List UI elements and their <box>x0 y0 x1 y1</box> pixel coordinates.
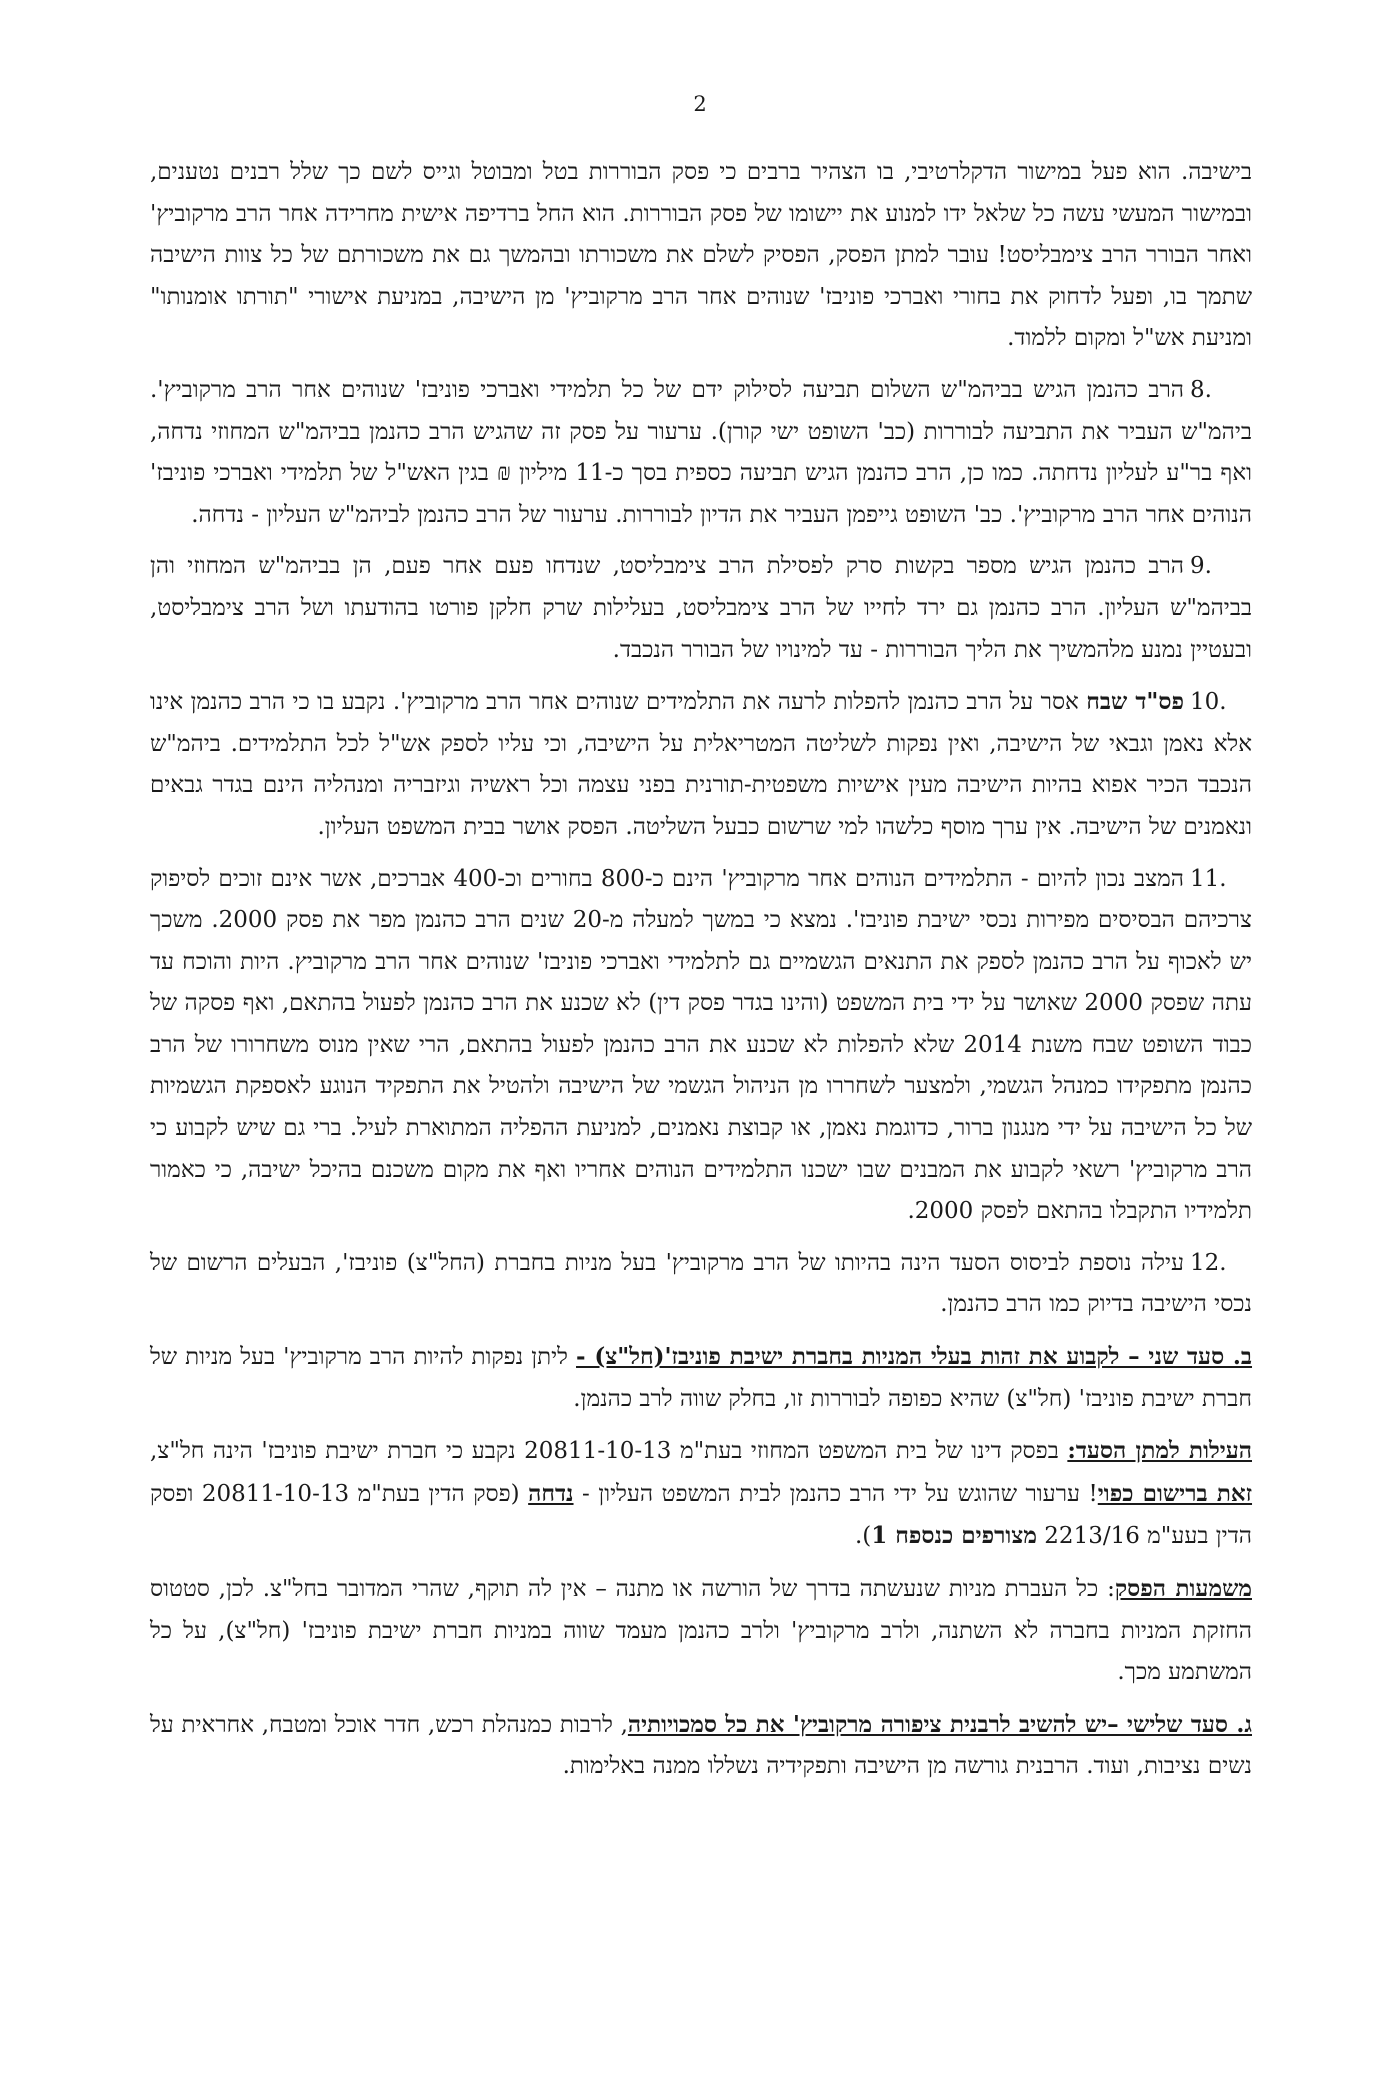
grounds-paragraph <box>150 1430 1252 1558</box>
item-8 <box>150 370 1252 536</box>
item-10 <box>150 681 1252 848</box>
grounds-emphasis-3: מצורפים כנספח 1 <box>871 1522 1037 1550</box>
grounds-text-4: ). <box>854 1523 872 1550</box>
relief-b <box>150 1336 1252 1420</box>
item-text: הרב כהנמן הגיש מספר בקשות סרק לפסילת הרב צימבליסט, שנדחו פעם אחר פעם, הן בביהמ"ש המחוזי והן בביהמ"ש העליון. הרב כהנמן גם ירד לחייו של הרב צימבליסט, בעלילות שרק חלקן פורטו בהודעתו ושל הרב צימבליסט, ובעטיין נמנע מלהמשיך את הליך הבוררות - עד למינויו של הבורר הנכבד. <box>150 553 1252 663</box>
grounds-text-3: (פסק הדין בעת"מ 20811-10-13 ופסק הדין בעע"מ 2213/16 <box>150 1480 1252 1550</box>
item-9 <box>150 546 1252 671</box>
grounds-label: העילות למתן הסעד: <box>1067 1437 1252 1465</box>
grounds-text-2: ! ערעור שהוגש על ידי הרב כהנמן לבית המשפט העליון - <box>573 1480 1098 1507</box>
relief-b-text: ליתן נפקות להיות הרב מרקוביץ' בעל מניות של חברת ישיבת פוניבז' (חל"צ) שהיא כפופה לבוררות זו, בחלק שווה לרב כהנמן. <box>150 1344 1252 1412</box>
item-lead: פס"ד שבח <box>1086 688 1184 716</box>
item-number: 10. <box>1189 689 1227 716</box>
grounds-text-1: בפסק דינו של בית המשפט המחוזי בעת"מ 20811-10-13 נקבע כי חברת ישיבת פוניבז' הינה חל"צ, <box>150 1438 1068 1465</box>
item-text: המצב נכון להיום - התלמידים הנוהים אחר מרקוביץ' הינם כ-800 בחורים וכ-400 אברכים, אשר אינם זוכים לסיפוק צרכיהם הבסיסים מפירות נכסי ישיבת פוניבז'. נמצא כי במשך למעלה מ-20 שנים הרב כהנמן מפר את פסק 2000. משכך יש לאכוף על הרב כהנמן לספק את התנאים הגשמיים גם לתלמידי ואברכי פוניבז' שנוהים אחר הרב מרקוביץ. היות והוכח עד עתה שפסק 2000 שאושר על ידי בית המשפט (והינו בגדר פסק דין) לא שכנע את הרב כהנמן לפעול בהתאם, ואף פסקה של כבוד השופט שבח משנת 2014 שלא להפלות לא שכנע את הרב כהנמן לפעול בהתאם, הרי שאין מנוס משחרורו של הרב כהנמן מתפקידו כמנהל הגשמי, ולמצער לשחררו מן הניהול הגשמי של הישיבה ולהטיל את התפקיד הנוגע לאספקת הגשמיות של כל הישיבה על ידי מנגנון ברור, כדוגמת נאמן, או קבוצת נאמנים, למניעת ההפליה המתוארת לעיל. ברי גם שיש לקבוע כי הרב מרקוביץ' רשאי לקבוע את המבנים שבו ישכנו התלמידים הנוהים אחריו ואף את מקום משכנם בהיכל ישיבה, כי כאמור תלמידיו התקבלו בהתאם לפסק 2000. <box>150 865 1252 1225</box>
item-text: עילה נוספת לביסוס הסעד הינה בהיותו של הרב מרקוביץ' בעל מניות בחברת (החל"צ) פוניבז', הבעלים הרשום של נכסי הישיבה בדיוק כמו הרב כהנמן. <box>150 1249 1252 1318</box>
relief-c <box>150 1704 1252 1788</box>
intro-paragraph: בישיבה. הוא פעל במישור הדקלרטיבי, בו הצהיר ברבים כי פסק הבוררות בטל ומבוטל וגייס לשם כך שלל רבנים נטענים, ובמישור המעשי עשה כל שלאל ידו למנוע את יישומו של פסק הבוררות. הוא החל ברדיפה אישית מחרידה אחר הרב מרקוביץ' ואחר הבורר הרב צימבליסט! עובר למתן הפסק, הפסיק לשלם את משכורתו ובהמשך גם את משכורתם של כל צוות הישיבה שתמך בו, ופעל לדחוק את בחורי ואברכי פוניבז' שנוהים אחר הרב מרקוביץ' מן הישיבה, במניעת אישורי "תורתו אומנותו" ומניעת אש"ל ומקום ללמוד. <box>150 159 1252 352</box>
item-number: 9. <box>1190 553 1212 580</box>
meaning-paragraph <box>150 1568 1252 1694</box>
relief-b-heading: ב. סעד שני – לקבוע את זהות בעלי המניות בחברת ישיבת פוניבז'(חל"צ) - <box>576 1343 1253 1371</box>
relief-c-heading: ג. סעד שלישי –יש להשיב לרבנית ציפורה מרקוביץ' את כל סמכויותיה <box>627 1710 1252 1738</box>
item-number: 12. <box>1190 1249 1227 1276</box>
item-11 <box>150 859 1252 1233</box>
meaning-text: : כל העברת מניות שנעשתה בדרך של הורשה או מתנה – אין לה תוקף, שהרי המדובר בחל"צ. לכן, סטטוס החזקת המניות בחברה לא השתנה, ולרב מרקוביץ' ולרב כהנמן מעמד שווה במניות חברת ישיבת פוניבז' (חל"צ), על כל המשתמע מכך. <box>150 1576 1252 1686</box>
page-number: 2 <box>693 92 707 116</box>
item-12 <box>150 1243 1252 1326</box>
item-text: אסר על הרב כהנמן להפלות לרעה את התלמידים שנוהים אחר הרב מרקוביץ'. נקבע בו כי הרב כהנמן אינו אלא נאמן וגבאי של הישיבה, ואין נפקות לשליטה המטריאלית על הישיבה, וכי עליו לספק אש"ל לכל התלמידים. ביהמ"ש הנכבד הכיר אפוא בהיות הישיבה מעין אישיות משפטית-תורנית בפני עצמה וכל ראשיה וגיזבריה ומנהליה הינם בגדר גבאים ונאמנים של הישיבה. אין ערך מוסף כלשהו למי שרשום כבעל השליטה. הפסק אושר בבית המשפט העליון. <box>150 689 1252 840</box>
item-number: 8. <box>1190 376 1212 403</box>
document-body <box>150 152 1252 1798</box>
meaning-label: משמעות הפסק <box>1114 1575 1252 1602</box>
item-text: הרב כהנמן הגיש בביהמ"ש השלום תביעה לסילוק ידם של כל תלמידי ואברכי פוניבז' שנוהים אחר הרב מרקוביץ'. ביהמ"ש העביר את התביעה לבוררות (כב' השופט ישי קורן). ערעור על פסק זה שהגיש הרב כהנמן בביהמ"ש המחוזי נדחה, ואף בר"ע לעליון נדחתה. כמו כן, הרב כהנמן הגיש תביעה כספית בסך כ-11 מיליון ₪ בגין האש"ל של תלמידי ואברכי פוניבז' הנוהים אחר הרב מרקוביץ'. כב' השופט גייפמן העביר את הדיון לבוררות. ערעור של הרב כהנמן לביהמ"ש העליון - נדחה. <box>150 376 1253 528</box>
relief-c-text: , לרבות כמנהלת רכש, חדר אוכל ומטבח, אחראית על נשים נציבות, ועוד. הרבנית גורשה מן הישיבה ותפקידיה נשללו ממנה באלימות. <box>150 1711 1252 1780</box>
item-number: 11. <box>1190 865 1227 892</box>
grounds-emphasis-2: נדחה <box>528 1479 574 1507</box>
grounds-emphasis-1: זאת ברישום כפוי <box>1097 1479 1253 1507</box>
